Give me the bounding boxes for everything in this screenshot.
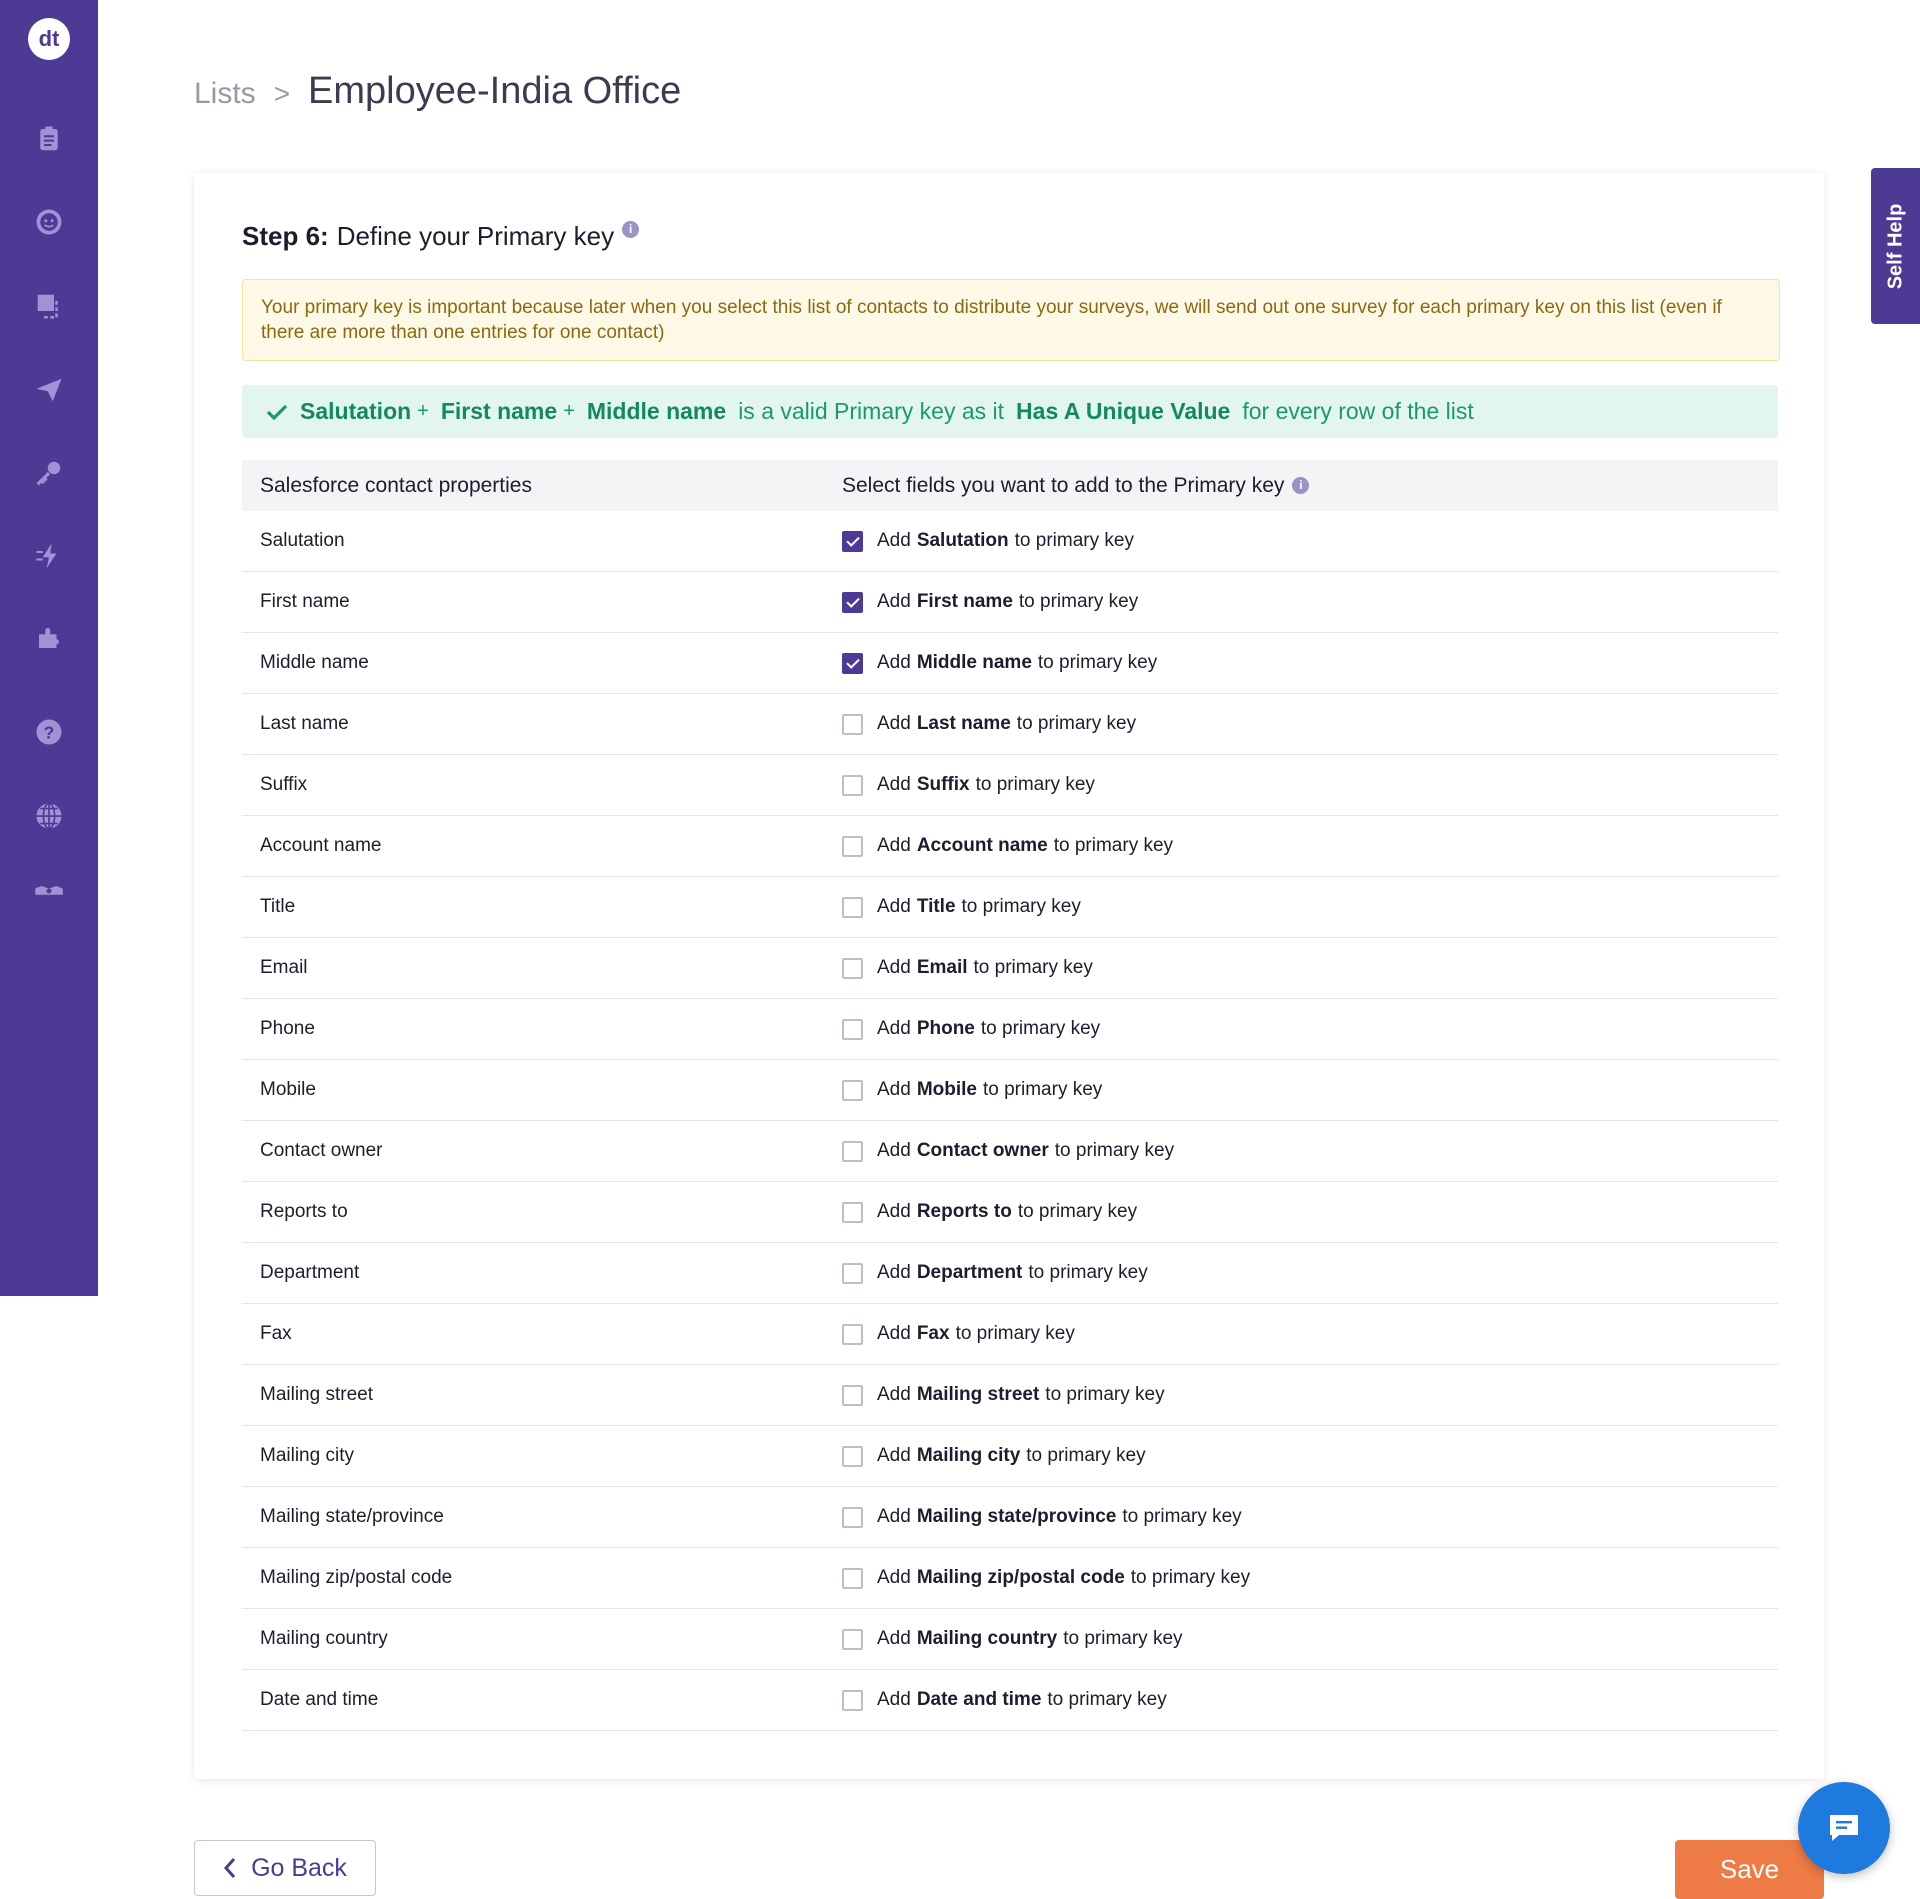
option-field-name: Mailing city (916, 1445, 1021, 1466)
primary-key-option[interactable] (842, 1567, 1250, 1589)
table-row (242, 694, 1778, 755)
property-name: Email (260, 957, 308, 978)
primary-key-checkbox[interactable] (842, 653, 863, 674)
property-name: First name (260, 591, 350, 612)
app-logo[interactable]: dt (28, 18, 70, 60)
primary-key-option[interactable] (842, 1445, 1146, 1467)
option-prefix: Add (877, 1445, 911, 1466)
property-name: Mailing zip/postal code (260, 1567, 453, 1588)
key-icon[interactable] (31, 455, 67, 491)
option-prefix: Add (877, 591, 911, 612)
option-prefix: Add (877, 1201, 911, 1222)
primary-key-checkbox[interactable] (842, 958, 863, 979)
table-row (242, 938, 1778, 999)
primary-key-checkbox[interactable] (842, 836, 863, 857)
table-row (242, 1365, 1778, 1426)
option-field-name: Account name (916, 835, 1048, 856)
handshake-icon[interactable] (31, 873, 67, 909)
option-suffix: to primary key (955, 1323, 1075, 1344)
property-name: Account name (260, 835, 382, 856)
page-title: Employee-India Office (308, 70, 682, 112)
self-help-label: Self Help (1884, 203, 1907, 289)
table-row (242, 1609, 1778, 1670)
option-field-name: First name (916, 591, 1013, 612)
option-prefix: Add (877, 957, 911, 978)
primary-key-checkbox[interactable] (842, 1568, 863, 1589)
primary-key-option[interactable] (842, 1323, 1075, 1345)
option-prefix: Add (877, 1079, 911, 1100)
option-suffix: to primary key (975, 774, 1095, 795)
option-field-name: Last name (916, 713, 1011, 734)
primary-key-option[interactable] (842, 591, 1138, 613)
primary-key-checkbox[interactable] (842, 714, 863, 735)
table-row (242, 1121, 1778, 1182)
svg-text:?: ? (43, 722, 55, 743)
primary-key-checkbox[interactable] (842, 1202, 863, 1223)
primary-key-option[interactable] (842, 1018, 1100, 1040)
option-field-name: Mobile (916, 1079, 977, 1100)
property-name: Suffix (260, 774, 308, 795)
property-name: Title (260, 896, 296, 917)
smiley-face-icon[interactable] (31, 204, 67, 240)
primary-key-option[interactable] (842, 713, 1136, 735)
property-name: Middle name (260, 652, 369, 673)
option-field-name: Date and time (916, 1689, 1042, 1710)
option-prefix: Add (877, 1018, 911, 1039)
header-select-label: Select fields you want to add to the Primary key (842, 473, 1285, 497)
option-suffix: to primary key (1047, 1689, 1167, 1710)
go-back-button[interactable] (194, 1840, 376, 1896)
primary-key-valid-banner (242, 385, 1778, 438)
option-field-name: Salutation (916, 530, 1009, 551)
option-prefix: Add (877, 1140, 911, 1161)
plus-sign: + (417, 400, 429, 422)
primary-key-option[interactable] (842, 1140, 1174, 1162)
option-suffix: to primary key (1016, 713, 1137, 734)
step-title (242, 221, 639, 252)
primary-key-option[interactable] (842, 835, 1173, 857)
option-suffix: to primary key (1130, 1567, 1251, 1588)
chat-button[interactable] (1798, 1782, 1890, 1874)
property-name: Department (260, 1262, 360, 1283)
header-properties: Salesforce contact properties (260, 473, 532, 497)
option-prefix: Add (877, 1567, 911, 1588)
option-suffix: to primary key (1063, 1628, 1183, 1649)
send-icon[interactable] (31, 372, 67, 408)
breadcrumb-lists-link[interactable]: Lists (194, 77, 256, 110)
option-prefix: Add (877, 835, 911, 856)
option-prefix: Add (877, 1262, 911, 1283)
chat-icon (1827, 1812, 1861, 1844)
option-field-name: Mailing street (916, 1384, 1040, 1405)
header-select-fields (842, 474, 1309, 498)
primary-key-checkbox[interactable] (842, 1385, 863, 1406)
primary-key-checkbox[interactable] (842, 1507, 863, 1528)
chevron-left-icon (223, 1857, 237, 1879)
option-suffix: to primary key (1045, 1384, 1165, 1405)
option-prefix: Add (877, 1689, 911, 1710)
help-icon[interactable] (31, 714, 67, 750)
primary-key-option[interactable] (842, 957, 1093, 979)
primary-key-card (194, 173, 1824, 1779)
table-row (242, 1548, 1778, 1609)
table-body (242, 511, 1778, 1731)
primary-key-checkbox[interactable] (842, 1690, 863, 1711)
table-row (242, 1670, 1778, 1731)
option-field-name: Suffix (916, 774, 970, 795)
option-suffix: to primary key (1053, 835, 1174, 856)
option-prefix: Add (877, 1628, 911, 1649)
primary-key-checkbox[interactable] (842, 1080, 863, 1101)
go-back-label: Go Back (251, 1853, 347, 1882)
property-name: Phone (260, 1018, 315, 1039)
primary-key-checkbox[interactable] (842, 1446, 863, 1467)
save-button[interactable] (1675, 1840, 1824, 1899)
table-row (242, 816, 1778, 877)
table-row (242, 1243, 1778, 1304)
valid-end-text: for every row of the list (1242, 398, 1474, 424)
option-suffix: to primary key (982, 1079, 1103, 1100)
option-field-name: Reports to (916, 1201, 1012, 1222)
breadcrumb (194, 70, 681, 113)
table-row (242, 572, 1778, 633)
table-row (242, 1426, 1778, 1487)
checkmark-icon (266, 403, 288, 421)
primary-key-option[interactable] (842, 1506, 1242, 1528)
primary-key-option[interactable] (842, 530, 1134, 552)
primary-key-checkbox[interactable] (842, 1629, 863, 1650)
valid-field: Middle name (586, 398, 727, 424)
lightning-icon[interactable] (31, 538, 67, 574)
option-suffix: to primary key (1026, 1445, 1146, 1466)
option-field-name: Fax (916, 1323, 950, 1344)
table-row (242, 1182, 1778, 1243)
primary-key-checkbox[interactable] (842, 1324, 863, 1345)
step-heading: Define your Primary key (336, 221, 615, 251)
primary-key-checkbox[interactable] (842, 897, 863, 918)
valid-field: First name (440, 398, 558, 424)
property-name: Mailing city (260, 1445, 354, 1466)
table-row (242, 877, 1778, 938)
option-field-name: Mailing state/province (916, 1506, 1117, 1527)
unique-value-text: Has A Unique Value (1016, 398, 1231, 424)
primary-key-checkbox[interactable] (842, 1141, 863, 1162)
option-suffix: to primary key (1037, 652, 1158, 673)
primary-key-option[interactable] (842, 896, 1081, 918)
option-prefix: Add (877, 1384, 911, 1405)
primary-key-checkbox[interactable] (842, 1263, 863, 1284)
option-field-name: Department (916, 1262, 1023, 1283)
sidebar (0, 0, 98, 1296)
option-prefix: Add (877, 1323, 911, 1344)
contact-properties-table (242, 460, 1778, 1731)
property-name: Mailing street (260, 1384, 373, 1405)
option-suffix: to primary key (1054, 1140, 1175, 1161)
self-help-tab[interactable] (1871, 168, 1920, 324)
valid-text: is a valid Primary key as it (738, 398, 1005, 424)
breadcrumb-separator: > (273, 78, 291, 109)
globe-icon[interactable] (31, 798, 67, 834)
option-suffix: to primary key (1014, 530, 1134, 551)
option-field-name: Mailing zip/postal code (916, 1567, 1125, 1588)
save-label: Save (1719, 1854, 1780, 1884)
primary-key-option[interactable] (842, 1689, 1167, 1711)
primary-key-checkbox[interactable] (842, 531, 863, 552)
option-prefix: Add (877, 896, 911, 917)
table-row (242, 755, 1778, 816)
option-field-name: Title (916, 896, 956, 917)
table-row (242, 633, 1778, 694)
puzzle-icon[interactable] (31, 620, 67, 656)
primary-key-option[interactable] (842, 1079, 1102, 1101)
option-field-name: Email (916, 957, 968, 978)
option-suffix: to primary key (1018, 591, 1139, 612)
primary-key-option[interactable] (842, 774, 1095, 796)
table-row (242, 1487, 1778, 1548)
property-name: Reports to (260, 1201, 348, 1222)
primary-key-option[interactable] (842, 1384, 1165, 1406)
primary-key-option[interactable] (842, 652, 1157, 674)
table-header (242, 460, 1778, 511)
valid-field: Salutation (300, 398, 412, 424)
clipboard-icon[interactable] (31, 121, 67, 157)
step-label: Step 6: (242, 221, 329, 251)
option-suffix: to primary key (961, 896, 1081, 917)
table-row (242, 1304, 1778, 1365)
option-prefix: Add (877, 713, 911, 734)
primary-key-checkbox[interactable] (842, 1019, 863, 1040)
option-suffix: to primary key (980, 1018, 1101, 1039)
property-name: Mailing state/province (260, 1506, 444, 1527)
property-name: Date and time (260, 1689, 379, 1710)
option-prefix: Add (877, 1506, 911, 1527)
option-field-name: Mailing country (916, 1628, 1058, 1649)
property-name: Mobile (260, 1079, 316, 1100)
table-row (242, 511, 1778, 572)
option-prefix: Add (877, 774, 911, 795)
option-field-name: Middle name (916, 652, 1032, 673)
dashboard-icon[interactable] (31, 288, 67, 324)
primary-key-checkbox[interactable] (842, 592, 863, 613)
option-suffix: to primary key (1122, 1506, 1242, 1527)
option-suffix: to primary key (1017, 1201, 1138, 1222)
primary-key-option[interactable] (842, 1262, 1148, 1284)
primary-key-warning: Your primary key is important because later when you select this list of contacts to distribute your surveys, we will send out one survey for each primary key on this list (even if there are more than one entries for one contact) (242, 279, 1780, 361)
option-suffix: to primary key (973, 957, 1093, 978)
plus-sign: + (563, 400, 575, 422)
property-name: Fax (260, 1323, 292, 1344)
option-field-name: Contact owner (916, 1140, 1049, 1161)
property-name: Mailing country (260, 1628, 388, 1649)
property-name: Contact owner (260, 1140, 383, 1161)
info-icon[interactable]: i (622, 221, 639, 238)
info-icon[interactable]: i (1292, 477, 1309, 494)
option-prefix: Add (877, 530, 911, 551)
option-field-name: Phone (916, 1018, 975, 1039)
table-row (242, 999, 1778, 1060)
table-row (242, 1060, 1778, 1121)
primary-key-option[interactable] (842, 1628, 1183, 1650)
option-prefix: Add (877, 652, 911, 673)
property-name: Salutation (260, 530, 345, 551)
property-name: Last name (260, 713, 349, 734)
primary-key-checkbox[interactable] (842, 775, 863, 796)
primary-key-option[interactable] (842, 1201, 1137, 1223)
option-suffix: to primary key (1028, 1262, 1148, 1283)
